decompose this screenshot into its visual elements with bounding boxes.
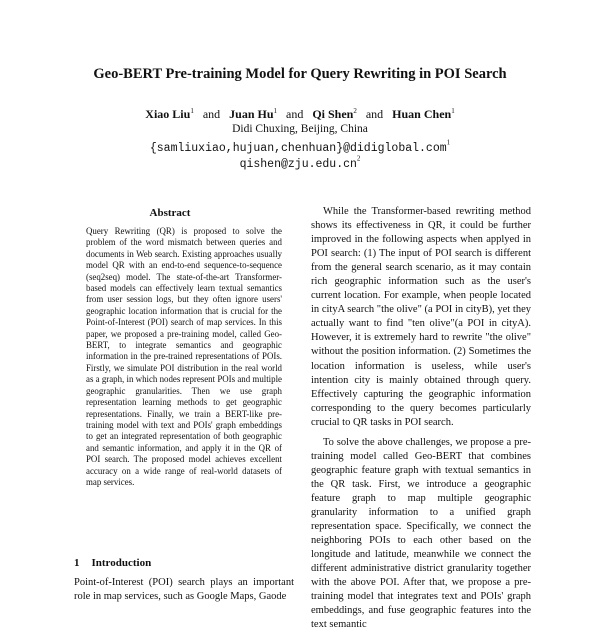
- author-sup: 1: [451, 107, 455, 115]
- author-sup: 1: [190, 107, 194, 115]
- section-title: Introduction: [91, 557, 152, 569]
- email-line-2: [0, 154, 600, 172]
- author-sup: 1: [273, 107, 277, 115]
- author-list: [0, 107, 600, 122]
- abstract-text: Query Rewriting (QR) is proposed to solve the problem of the word mismatch between queries and documents in Web search. Existing approaches usually model QR with an end-to-end sequence-to-sequence (seq2seq) model. The state-of-the-art Transformer-based models can effectively learn textual semantics from user session logs, but they often ignore users' geographic location information that is crucial for the Point-of-Interest (POI) search of map services. In this paper, we proposed a pre-training model, called Geo-BERT, to integrate semantics and geographic information in the pre-trained representations of POIs. Firstly, we simulate POI distribution in the real world as a graph, in which nodes represent POIs and multiple geographic granularities. Then we use graph representation learning methods to get geographic representations. Finally, we train a BERT-like pre-training model with text and POIs' graph embeddings to get an integrated representation of both geographic and semantic information, and apply it in the QR of POI search. The proposed model achieves excellent accuracy on a wide range of real-world datasets of map services.: [86, 226, 282, 487]
- author-name: Qi Shen: [312, 107, 354, 121]
- email-sup: 2: [356, 154, 361, 163]
- paragraph: While the Transformer-based rewriting method shows its effectiveness in QR, it could be further improved in the following aspects when applyed in POI search: (1) The input of POI search is different from the general search scenario, as it may contain rich geographic information such as the user's current location. For example, when people located in cityA search "the olive" (a POI in cityB), yet they actually want to find "ten olive"(a POI in cityA). However, it is extremely hard to rewrite "the olive" without the position information. (2) Sometimes the location information is useless, while user's intention city is mainly obtained through query. Effectively capturing the geographic information corresponding to the query becomes particularly crucial to QR tasks in POI search.: [311, 206, 531, 428]
- author-name: Huan Chen: [392, 107, 452, 121]
- author-sup: 2: [353, 107, 357, 115]
- author-separator: and: [286, 107, 304, 121]
- email-sup: 1: [446, 138, 451, 147]
- section-heading-introduction: [74, 557, 163, 569]
- email-address: qishen@zju.edu.cn: [239, 158, 357, 171]
- author-separator: and: [365, 107, 384, 121]
- section-number: 1: [74, 557, 80, 569]
- abstract-heading: Abstract: [149, 207, 191, 219]
- paragraph: To solve the above challenges, we propose a pre-training model called Geo-BERT that combines geographic feature graph with textual semantics in the QR task. First, we introduce a geographic feature graph to map multiple geographic granularity information to a unified graph representation space. Specifically, we connect the neighboring POIs to each other based on the longitude and latitude, meanwhile we connect the different administrative district granularity together with the above POI. After that, we propose a pre-training model that integrates text and POIs' graph embeddings, and fuse geographic features into the text semantic: [311, 436, 531, 631]
- introduction-text: Point-of-Interest (POI) search plays an important role in map services, such as Google Maps, Gaode: [74, 577, 294, 602]
- paper-title: Geo-BERT Pre-training Model for Query Rewriting in POI Search: [93, 66, 507, 82]
- affiliation: Didi Chuxing, Beijing, China: [232, 123, 368, 135]
- right-column: [311, 205, 531, 632]
- author-separator: and: [202, 107, 221, 121]
- email-address: {samliuxiao,hujuan,chenhuan}@didiglobal.com: [149, 142, 447, 155]
- author-name: Juan Hu: [229, 107, 274, 121]
- author-name: Xiao Liu: [145, 107, 191, 121]
